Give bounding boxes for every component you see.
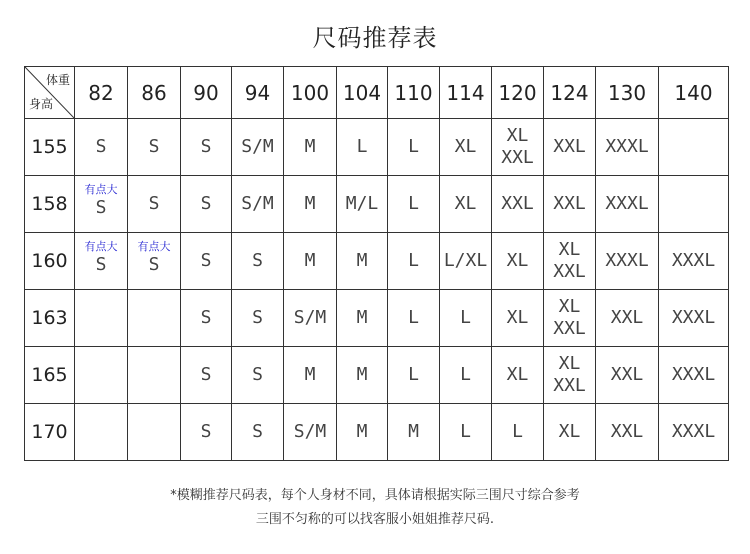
size-cell — [181, 176, 232, 233]
size-value: S — [252, 307, 263, 328]
size-cell — [337, 119, 388, 176]
size-cell — [284, 404, 337, 461]
size-cell — [659, 119, 729, 176]
size-value: S — [200, 364, 212, 385]
size-value: S/M — [241, 193, 274, 214]
size-value: L — [408, 193, 419, 214]
size-value: XXXL — [671, 364, 716, 385]
size-value: M — [304, 250, 316, 271]
size-value: XL — [454, 136, 477, 157]
size-cell — [128, 404, 181, 461]
size-value: XL — [506, 250, 529, 271]
size-cell — [284, 347, 337, 404]
size-cell — [659, 233, 729, 290]
size-value: S — [148, 193, 160, 214]
size-cell — [596, 404, 659, 461]
size-cell — [659, 176, 729, 233]
size-cell — [596, 347, 659, 404]
size-cell — [232, 404, 284, 461]
size-cell — [75, 347, 128, 404]
header-row — [25, 67, 729, 119]
weight-header-cell: 86 — [128, 67, 181, 119]
table-row — [25, 176, 729, 233]
size-cell — [284, 119, 337, 176]
weight-header-cell: 100 — [284, 67, 337, 119]
size-value: XL — [558, 296, 581, 317]
size-value: XL — [506, 125, 529, 146]
size-cell — [128, 233, 181, 290]
size-value: XXXL — [671, 250, 716, 271]
height-cell: 155 — [25, 119, 75, 176]
size-value: L — [408, 307, 419, 328]
size-cell — [388, 404, 440, 461]
size-value: S — [95, 254, 107, 275]
size-value: XXL — [610, 364, 644, 385]
size-value: XXXL — [605, 136, 649, 157]
size-value: L — [408, 250, 419, 271]
size-value: M — [304, 136, 316, 157]
size-cell — [337, 176, 388, 233]
size-value: S/M — [293, 307, 327, 328]
size-cell — [337, 233, 388, 290]
weight-header-cell: 82 — [75, 67, 128, 119]
height-label: 身高 — [29, 97, 54, 111]
size-value: XXL — [610, 307, 644, 328]
size-value: M — [356, 250, 368, 271]
size-cell — [337, 290, 388, 347]
size-cell — [181, 290, 232, 347]
weight-header-cell: 130 — [596, 67, 659, 119]
size-value: L — [512, 421, 523, 442]
size-cell — [232, 176, 284, 233]
size-cell — [492, 404, 544, 461]
size-cell — [75, 119, 128, 176]
size-value: XXL — [501, 147, 534, 168]
size-value: XXXL — [671, 421, 716, 442]
size-value: M — [356, 421, 368, 442]
size-cell — [388, 119, 440, 176]
size-cell — [659, 404, 729, 461]
size-cell — [232, 347, 284, 404]
size-cell — [596, 290, 659, 347]
size-value: S — [252, 421, 263, 442]
size-value: L — [460, 421, 471, 442]
size-cell — [128, 290, 181, 347]
table-row — [25, 404, 729, 461]
size-value: S — [95, 136, 107, 157]
size-value: XXL — [553, 136, 586, 157]
weight-header-cell: 110 — [388, 67, 440, 119]
size-value: XXL — [501, 193, 534, 214]
size-value: XXL — [553, 261, 586, 282]
size-value: XL — [558, 239, 581, 260]
size-cell — [492, 347, 544, 404]
size-value: L — [460, 364, 471, 385]
size-value: S — [200, 136, 212, 157]
corner-header-cell — [25, 67, 75, 119]
size-cell — [75, 404, 128, 461]
height-cell: 170 — [25, 404, 75, 461]
weight-header-cell: 124 — [544, 67, 596, 119]
size-cell — [232, 119, 284, 176]
size-cell — [128, 119, 181, 176]
size-value: S — [200, 193, 212, 214]
size-cell — [181, 347, 232, 404]
size-value: S — [148, 136, 160, 157]
size-value: M — [408, 421, 419, 442]
size-value: M/L — [345, 193, 379, 214]
weight-header-cell: 120 — [492, 67, 544, 119]
size-value: XXL — [610, 421, 644, 442]
table-row — [25, 119, 729, 176]
size-cell — [75, 290, 128, 347]
size-value: XXXL — [605, 250, 649, 271]
size-value: L/XL — [443, 250, 488, 271]
size-cell — [440, 404, 492, 461]
size-cell — [284, 233, 337, 290]
size-value: XXXL — [671, 307, 716, 328]
weight-header-cell: 90 — [181, 67, 232, 119]
size-value: L — [408, 364, 419, 385]
size-cell — [440, 347, 492, 404]
size-chart-table — [24, 66, 729, 461]
size-value: M — [304, 193, 316, 214]
size-cell — [75, 176, 128, 233]
size-value: XL — [506, 364, 529, 385]
table-row — [25, 347, 729, 404]
size-cell — [440, 233, 492, 290]
weight-header-cell: 94 — [232, 67, 284, 119]
size-cell — [337, 347, 388, 404]
height-cell: 160 — [25, 233, 75, 290]
size-cell — [388, 290, 440, 347]
size-cell — [544, 233, 596, 290]
size-value: XL — [558, 421, 581, 442]
size-cell — [128, 347, 181, 404]
weight-label: 体重 — [45, 73, 70, 87]
size-value: XL — [506, 307, 529, 328]
size-cell — [181, 119, 232, 176]
size-cell — [492, 290, 544, 347]
size-value: XXL — [553, 375, 586, 396]
size-note: 有点大 — [84, 183, 118, 196]
size-value: XXL — [553, 318, 586, 339]
size-cell — [440, 290, 492, 347]
weight-header-cell: 104 — [337, 67, 388, 119]
size-cell — [659, 290, 729, 347]
size-value: S — [252, 250, 263, 271]
size-cell — [492, 176, 544, 233]
size-cell — [596, 176, 659, 233]
size-value: XXL — [553, 193, 586, 214]
size-value: S/M — [293, 421, 327, 442]
size-value: XL — [558, 353, 581, 374]
height-cell: 165 — [25, 347, 75, 404]
size-cell — [544, 119, 596, 176]
size-value: S/M — [241, 136, 274, 157]
footer-note-line1: *模糊推荐尺码表，每个人身材不同，具体请根据实际三围尺寸综合参考 — [170, 488, 580, 503]
size-cell — [284, 176, 337, 233]
size-value: L — [356, 136, 368, 157]
table-row — [25, 290, 729, 347]
size-cell — [181, 404, 232, 461]
height-cell: 163 — [25, 290, 75, 347]
size-value: XXXL — [605, 193, 649, 214]
size-cell — [492, 233, 544, 290]
height-cell: 158 — [25, 176, 75, 233]
size-cell — [75, 233, 128, 290]
size-value: S — [200, 250, 212, 271]
size-cell — [544, 404, 596, 461]
size-value: S — [200, 421, 212, 442]
size-cell — [232, 290, 284, 347]
size-cell — [388, 347, 440, 404]
size-cell — [128, 176, 181, 233]
size-note: 有点大 — [137, 240, 171, 253]
size-cell — [232, 233, 284, 290]
weight-header-cell: 140 — [659, 67, 729, 119]
size-cell — [337, 404, 388, 461]
size-value: S — [148, 254, 160, 275]
size-cell — [659, 347, 729, 404]
size-value: S — [200, 307, 212, 328]
size-cell — [181, 233, 232, 290]
size-cell — [440, 119, 492, 176]
size-value: M — [356, 364, 368, 385]
size-value: L — [460, 307, 471, 328]
table-row — [25, 233, 729, 290]
size-value: S — [252, 364, 263, 385]
size-value: S — [95, 197, 107, 218]
page-title: 尺码推荐表 — [312, 24, 438, 52]
weight-header-cell: 114 — [440, 67, 492, 119]
size-cell — [596, 119, 659, 176]
footer-note-line2: 三围不匀称的可以找客服小姐姐推荐尺码. — [255, 512, 495, 527]
size-cell — [492, 119, 544, 176]
size-cell — [388, 176, 440, 233]
size-cell — [544, 176, 596, 233]
size-cell — [544, 347, 596, 404]
size-value: M — [304, 364, 316, 385]
size-cell — [284, 290, 337, 347]
size-value: L — [408, 136, 419, 157]
size-value: XL — [454, 193, 477, 214]
size-cell — [388, 233, 440, 290]
size-note: 有点大 — [84, 240, 118, 253]
size-cell — [440, 176, 492, 233]
size-value: M — [356, 307, 368, 328]
size-cell — [596, 233, 659, 290]
size-cell — [544, 290, 596, 347]
